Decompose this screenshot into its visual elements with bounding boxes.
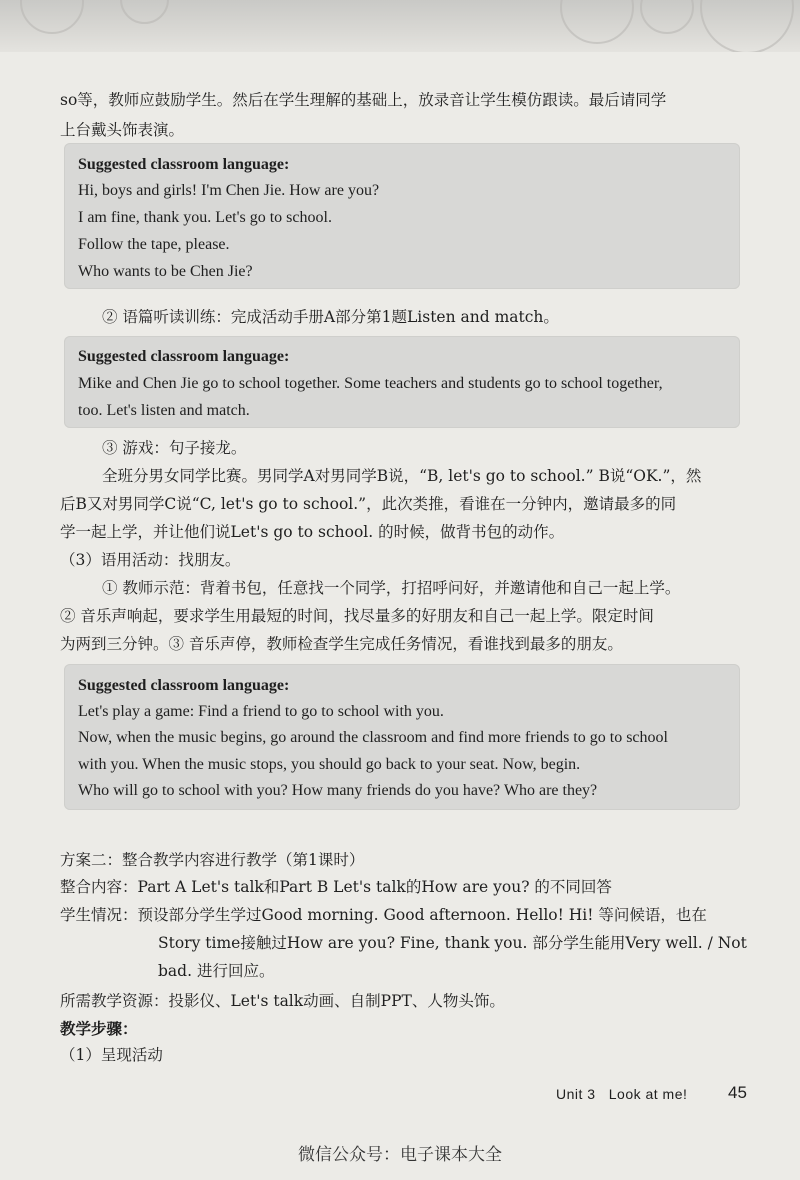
step-3-line: 后B又对男同学C说“C, let's go to school.”，此次类推，看谁在一分钟内，邀请最多的同 — [60, 495, 677, 513]
box3-line: Let's play a game: Find a friend to go to school with you. — [78, 703, 444, 720]
intro-line-2: 上台戴头饰表演。 — [60, 121, 185, 139]
plan-2-resources: 所需教学资源：投影仪、Let's talk动画、自制PPT、人物头饰。 — [60, 992, 505, 1010]
box3-line: with you. When the music stops, you should go back to your seat. Now, begin. — [78, 756, 581, 773]
box1-line: Who wants to be Chen Jie? — [78, 263, 253, 280]
box2-line: Mike and Chen Jie go to school together. Some teachers and students go to school together, — [78, 375, 663, 392]
plan-2-content: 整合内容：Part A Let's talk和Part B Let's talk的How are you? 的不同回答 — [60, 878, 612, 896]
plan-2-students: bad. 进行回应。 — [158, 962, 275, 980]
plan-2-steps-title: 教学步骤： — [60, 1019, 138, 1038]
step-2-listening: ② 语篇听读训练：完成活动手册A部分第1题Listen and match。 — [102, 308, 559, 326]
box3-heading: Suggested classroom language: — [78, 677, 290, 694]
box3-line: Who will go to school with you? How many friends do you have? Who are they? — [78, 782, 598, 799]
step-3-line: 全班分男女同学比赛。男同学A对男同学B说，“B, let's go to school.” B说“OK.”，然 — [102, 467, 702, 485]
box1-line: Hi, boys and girls! I'm Chen Jie. How are you? — [78, 182, 380, 199]
plan-2-students: 学生情况：预设部分学生学过Good morning. Good afternoon. Hello! Hi! 等问候语，也在 — [60, 906, 707, 924]
box1-heading: Suggested classroom language: — [78, 156, 290, 173]
box1-line: Follow the tape, please. — [78, 236, 230, 253]
plan-2-title: 方案二：整合教学内容进行教学（第1课时） — [60, 851, 365, 869]
plan-2-students: Story time接触过How are you? Fine, thank you. 部分学生能用Very well. / Not — [158, 934, 747, 952]
box1-line: I am fine, thank you. Let's go to school. — [78, 209, 332, 226]
intro-line-1: so等，教师应鼓励学生。然后在学生理解的基础上，放录音让学生模仿跟读。最后请同学 — [60, 91, 667, 109]
step-3-line: 学一起上学，并让他们说Let's go to school. 的时候，做背书包的动作。 — [60, 523, 565, 541]
activity-3-line: 为两到三分钟。③ 音乐声停，教师检查学生完成任务情况，看谁找到最多的朋友。 — [60, 635, 623, 653]
box2-line: too. Let's listen and match. — [78, 402, 250, 419]
activity-3-title: （3）语用活动：找朋友。 — [60, 551, 241, 569]
box2-heading: Suggested classroom language: — [78, 348, 290, 365]
box3-line: Now, when the music begins, go around the classroom and find more friends to go to school — [78, 729, 668, 746]
unit-label: Unit 3 Look at me! — [556, 1086, 688, 1102]
step-3-title: ③ 游戏：句子接龙。 — [102, 439, 247, 457]
watermark-text: 微信公众号：电子课本大全 — [298, 1145, 502, 1165]
page-number: 45 — [728, 1083, 747, 1102]
activity-3-line: ① 教师示范：背着书包，任意找一个同学，打招呼问好，并邀请他和自己一起上学。 — [102, 579, 681, 597]
plan-2-step-1: （1）呈现活动 — [60, 1046, 163, 1064]
activity-3-line: ② 音乐声响起，要求学生用最短的时间，找尽量多的好朋友和自己一起上学。限定时间 — [60, 607, 654, 625]
